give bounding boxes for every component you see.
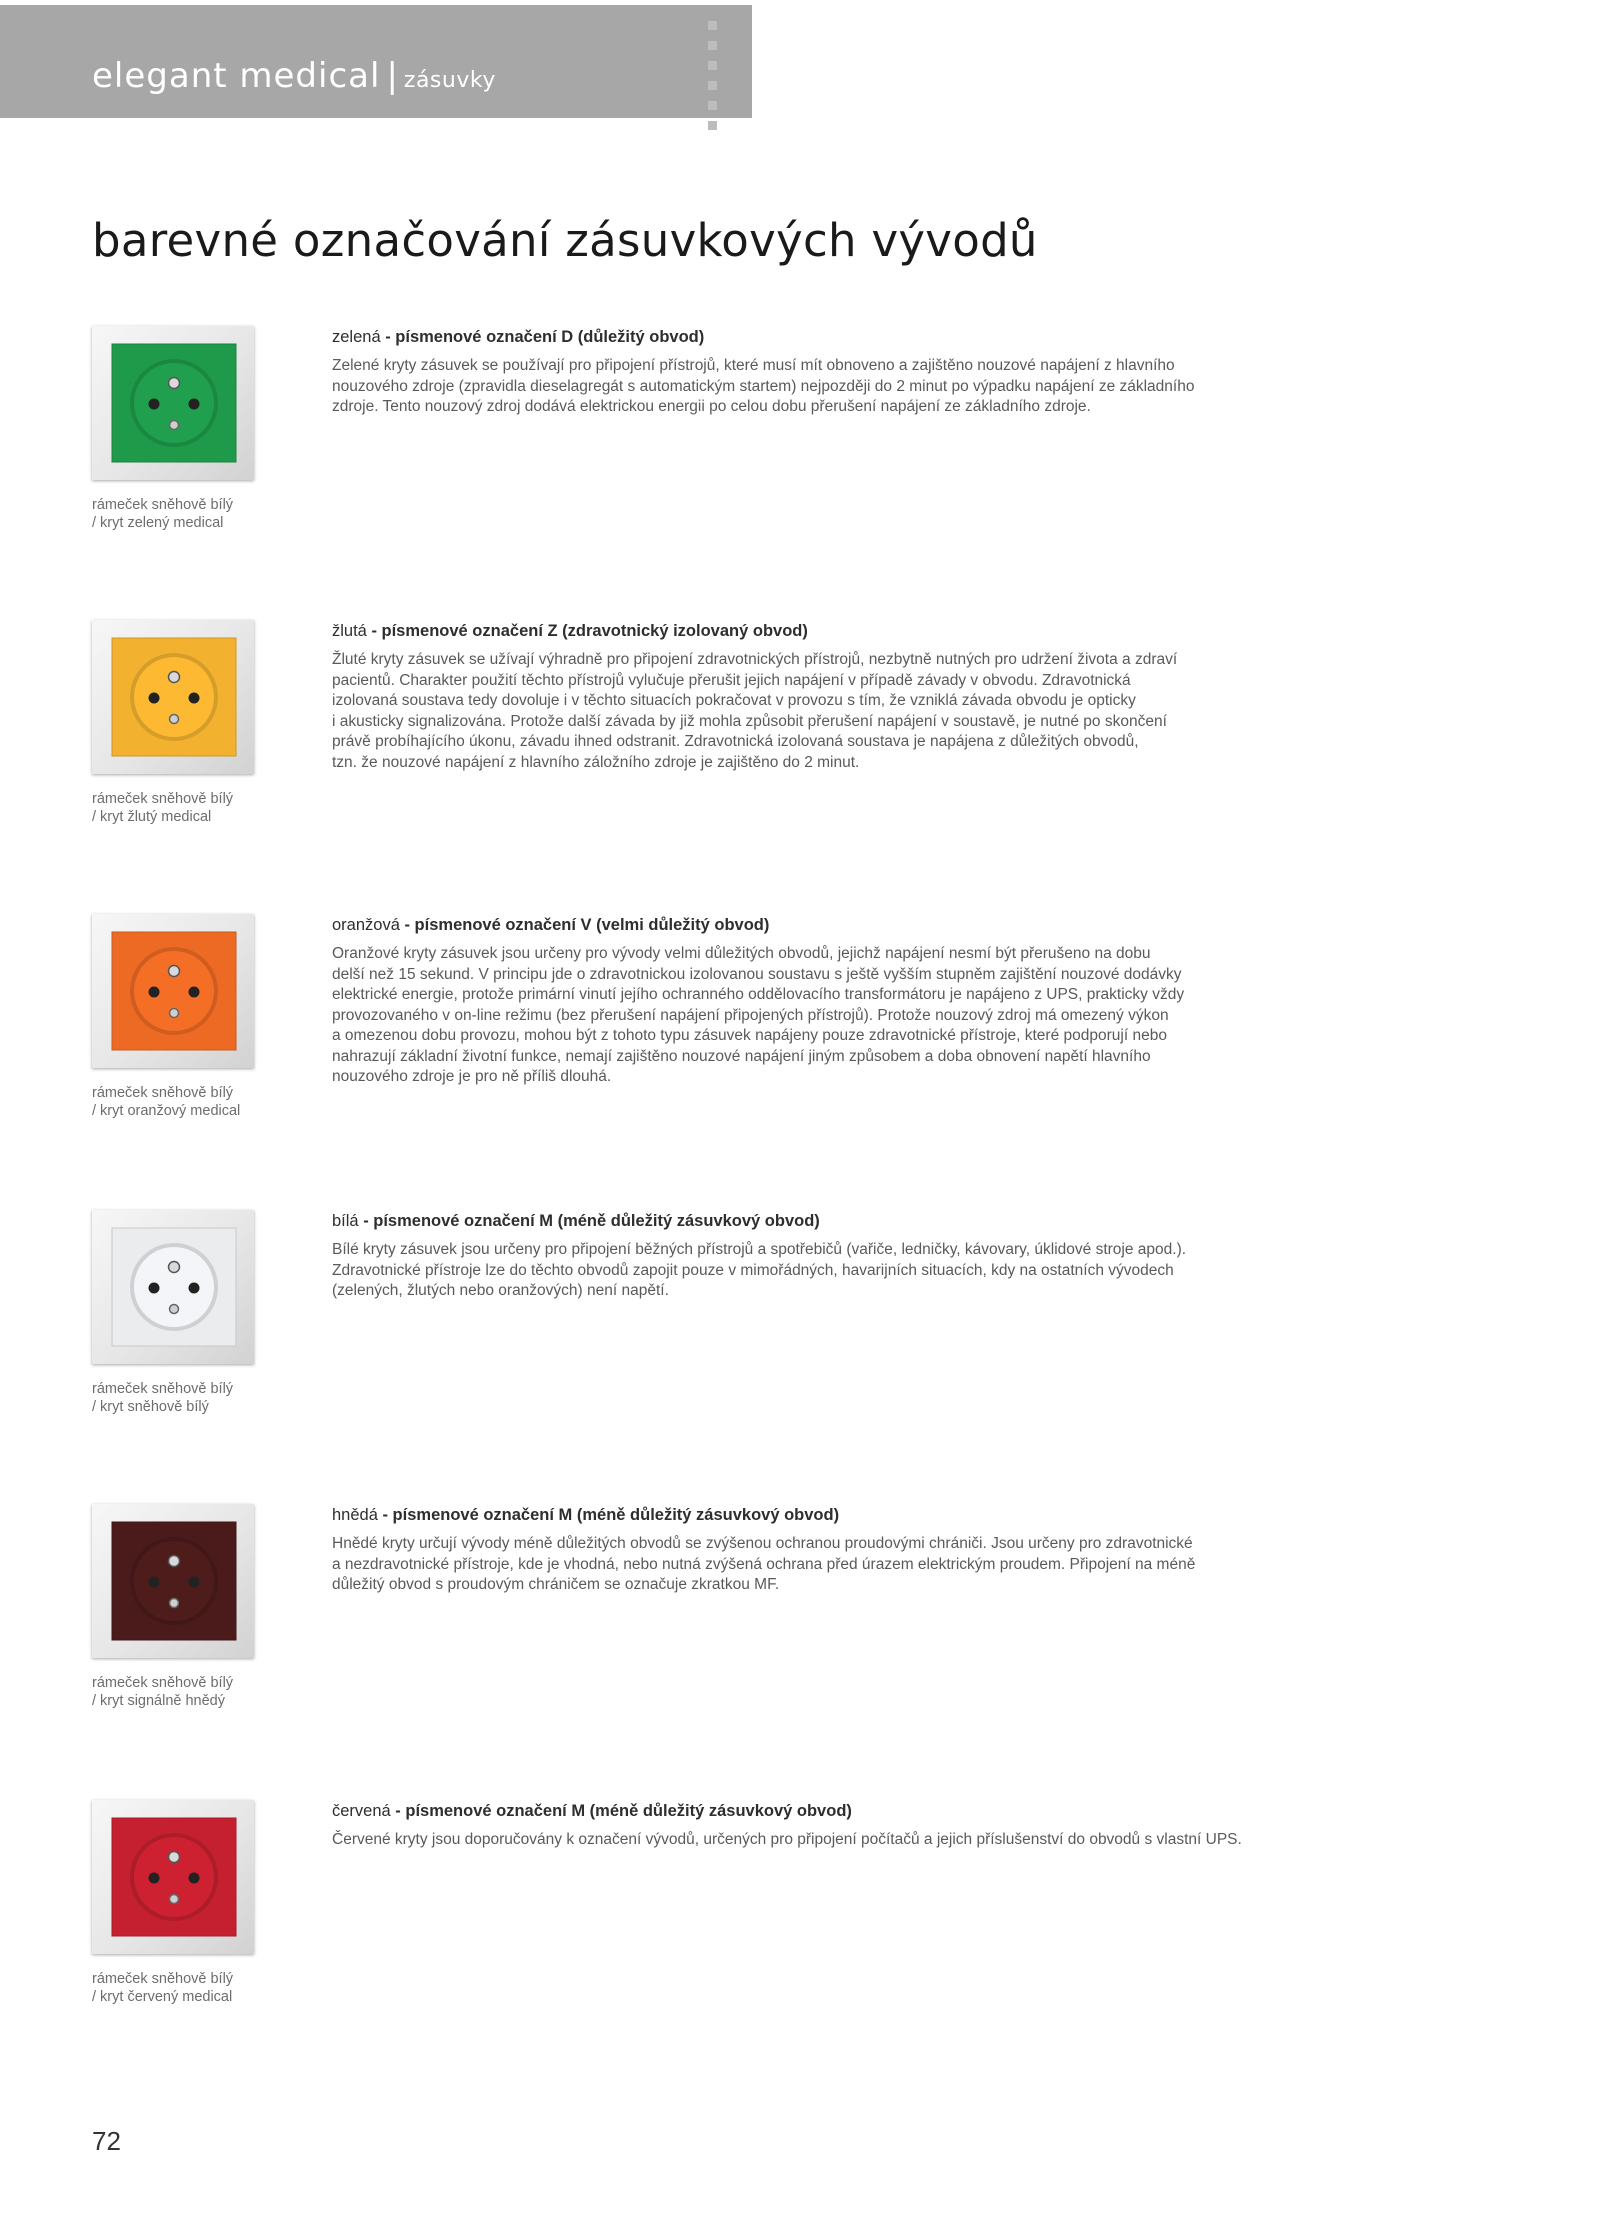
socket-hole-right — [189, 1577, 200, 1588]
section-orange — [0, 914, 1600, 1154]
socket-caption — [92, 1970, 233, 2006]
page-title: barevné označování zásuvkových vývodů — [92, 214, 1038, 267]
caption-line: rámeček sněhově bílý — [92, 1675, 234, 1691]
socket-image-white — [92, 1210, 254, 1364]
body-line: Oranžové kryty zásuvek jsou určeny pro vývody velmi důležitých obvodů, jejichž napájení nesmí být přerušeno na dobu — [332, 945, 1151, 962]
color-name: žlutá — [332, 622, 367, 640]
body-line: pacientů. Charakter použití těchto přístrojů vylučuje přerušit jejich napájení v případě závady v obvodu. Zdravotnická — [332, 671, 1131, 689]
body-line: Červené kryty jsou doporučovány k označení vývodů, určených pro připojení počítačů a jejich příslušenství do obvodů s vlastní UPS. — [332, 1831, 1242, 1848]
socket-screw — [170, 1895, 179, 1904]
socket-caption — [92, 1674, 233, 1710]
caption-line: / kryt oranžový medical — [92, 1103, 241, 1119]
socket-hole-right — [189, 693, 200, 704]
body-line: zdroje. Tento nouzový zdroj dodává elektrickou energii po celou dobu přerušení napájení ze základního zdroje. — [332, 398, 1091, 415]
caption-line: rámeček sněhově bílý — [92, 497, 234, 513]
socket-image-orange — [92, 914, 254, 1068]
earth-pin — [169, 378, 180, 389]
body-line: Hnědé kryty určují vývody méně důležitých obvodů se zvýšenou ochranou proudovými chrániči. Jsou určeny pro zdravotnické — [332, 1535, 1193, 1552]
socket-screw — [170, 421, 179, 430]
body-line: Zelené kryty zásuvek se používají pro připojení přístrojů, které musí mít obnoveno a zajištěno nouzové napájení z hlavního — [332, 357, 1175, 374]
socket-image-yellow — [92, 620, 254, 774]
body-line: nahrazují základní životní funkce, nemají zajištěno nouzové napájení jiným způsobem a doba obnovení napětí hlavního — [332, 1047, 1151, 1065]
socket-hole-left — [149, 1577, 160, 1588]
color-name: zelená — [332, 328, 381, 346]
section-body — [332, 650, 1432, 773]
section-brown — [0, 1504, 1600, 1744]
socket-screw — [170, 715, 179, 724]
socket-face — [134, 951, 214, 1031]
header-separator: | — [386, 56, 398, 96]
earth-pin — [169, 1852, 180, 1863]
heading-detail: - písmenové označení M (méně důležitý zásuvkový obvod) — [390, 1802, 852, 1820]
header-text — [92, 56, 496, 96]
socket-hole-left — [149, 399, 160, 410]
socket-face — [134, 363, 214, 443]
heading-detail: - písmenové označení Z (zdravotnický izolovaný obvod) — [366, 622, 808, 640]
socket-face — [134, 1837, 214, 1917]
section-yellow — [0, 620, 1600, 860]
caption-line: / kryt signálně hnědý — [92, 1693, 225, 1709]
body-line: delší než 15 sekund. V principu jde o zdravotnickou izolovanou soustavu s ještě vyšším stupněm zajištění nouzové dodávky — [332, 965, 1182, 983]
body-line: elektrické energie, protože primární vinutí jejího ochranného oddělovacího transformátoru je napájeno z UPS, prakticky vždy — [332, 986, 1185, 1003]
socket-hole-left — [149, 987, 160, 998]
socket-hole-left — [149, 1873, 160, 1884]
earth-pin — [169, 672, 180, 683]
section-heading — [332, 622, 808, 641]
section-body — [332, 356, 1432, 418]
heading-detail: - písmenové označení M (méně důležitý zásuvkový obvod) — [377, 1506, 840, 1524]
body-line: (zelených, žlutých nebo oranžových) není napětí. — [332, 1282, 669, 1299]
section-body — [332, 1534, 1432, 1596]
socket-hole-right — [189, 399, 200, 410]
body-line: Zdravotnické přístroje lze do těchto obvodů zapojit pouze v mimořádných, havarijních situacích, kdy na ostatních vývodech — [332, 1261, 1174, 1279]
header-brand: elegant medical — [92, 56, 381, 96]
caption-line: rámeček sněhově bílý — [92, 1971, 234, 1987]
section-heading — [332, 916, 769, 935]
section-green — [0, 326, 1600, 566]
heading-detail: - písmenové označení V (velmi důležitý obvod) — [399, 916, 770, 934]
caption-line: / kryt zelený medical — [92, 515, 224, 531]
socket-face — [134, 1247, 214, 1327]
body-line: Bílé kryty zásuvek jsou určeny pro připojení běžných přístrojů a spotřebičů (vařiče, ledničky, kávovary, úklidové stroje apod.). — [332, 1241, 1187, 1258]
section-white — [0, 1210, 1600, 1450]
caption-line: rámeček sněhově bílý — [92, 1381, 234, 1397]
socket-hole-right — [189, 1873, 200, 1884]
section-heading — [332, 1212, 820, 1231]
body-line: důležitý obvod s proudovým chráničem se označuje zkratkou MF. — [332, 1576, 780, 1593]
socket-caption — [92, 790, 233, 826]
section-heading — [332, 328, 704, 347]
section-body — [332, 1240, 1432, 1302]
header-section: zásuvky — [403, 68, 496, 93]
color-name: hnědá — [332, 1506, 378, 1524]
body-line: právě probíhajícího úkonu, závadu ihned odstranit. Zdravotnická izolovaná soustava je napájena z důležitých obvodů, — [332, 733, 1139, 750]
body-line: nouzového zdroje (zpravidla dieselagregát s automatickým startem) nejpozději do 2 minut po výpadku napájení ze základního — [332, 377, 1195, 395]
socket-hole-right — [189, 987, 200, 998]
color-name: oranžová — [332, 916, 400, 934]
heading-detail: - písmenové označení D (důležitý obvod) — [380, 328, 705, 346]
page-number: 72 — [92, 2126, 121, 2156]
socket-screw — [170, 1009, 179, 1018]
body-line: a nezdravotnické přístroje, kde je vhodná, nebo nutná zvýšená ochrana před úrazem elektrickým proudem. Připojení na méně — [332, 1555, 1196, 1573]
section-red — [0, 1800, 1600, 2040]
socket-face — [134, 1541, 214, 1621]
caption-line: rámeček sněhově bílý — [92, 1085, 234, 1101]
socket-hole-right — [189, 1283, 200, 1294]
section-heading — [332, 1802, 852, 1821]
socket-face — [134, 657, 214, 737]
caption-line: / kryt červený medical — [92, 1989, 233, 2005]
section-body — [332, 1830, 1432, 1851]
socket-image-green — [92, 326, 254, 480]
earth-pin — [169, 1556, 180, 1567]
caption-line: / kryt sněhově bílý — [92, 1399, 209, 1415]
caption-line: rámeček sněhově bílý — [92, 791, 234, 807]
socket-hole-left — [149, 1283, 160, 1294]
socket-image-red — [92, 1800, 254, 1954]
body-line: a omezenou dobu provozu, mohou být z tohoto typu zásuvek napájeny pouze zdravotnické přístroje, které podporují nebo — [332, 1027, 1167, 1044]
caption-line: / kryt žlutý medical — [92, 809, 212, 825]
socket-caption — [92, 1380, 233, 1416]
socket-hole-left — [149, 693, 160, 704]
earth-pin — [169, 966, 180, 977]
heading-detail: - písmenové označení M (méně důležitý zásuvkový obvod) — [358, 1212, 820, 1230]
socket-screw — [170, 1305, 179, 1314]
color-name: červená — [332, 1802, 391, 1820]
socket-caption — [92, 1084, 240, 1120]
body-line: nouzového zdroje je pro ně příliš dlouhá. — [332, 1068, 612, 1085]
color-name: bílá — [332, 1212, 359, 1230]
body-line: izolovaná soustava tedy dovoluje i v těchto situacích pokračovat v provozu s tím, že vzniklá závada obvodu je opticky — [332, 692, 1136, 709]
body-line: provozovaného v on-line režimu (bez přerušení napájení připojených přístrojů). Protože nouzový zdroj má omezený výkon — [332, 1006, 1169, 1024]
earth-pin — [169, 1262, 180, 1273]
body-line: Žluté kryty zásuvek se užívají výhradně pro připojení zdravotnických přístrojů, nezbytně nutných pro udržení života a zdraví — [332, 651, 1178, 668]
section-body — [332, 944, 1432, 1088]
socket-screw — [170, 1599, 179, 1608]
section-heading — [332, 1506, 839, 1525]
socket-caption — [92, 496, 233, 532]
body-line: tzn. že nouzové napájení z hlavního záložního zdroje je zajištěno do 2 minut. — [332, 753, 860, 771]
socket-image-brown — [92, 1504, 254, 1658]
header-dots — [708, 21, 720, 141]
body-line: i akusticky signalizována. Protože další závada by již mohla způsobit přerušení napájení v soustavě, je nutné po skončení — [332, 712, 1167, 730]
